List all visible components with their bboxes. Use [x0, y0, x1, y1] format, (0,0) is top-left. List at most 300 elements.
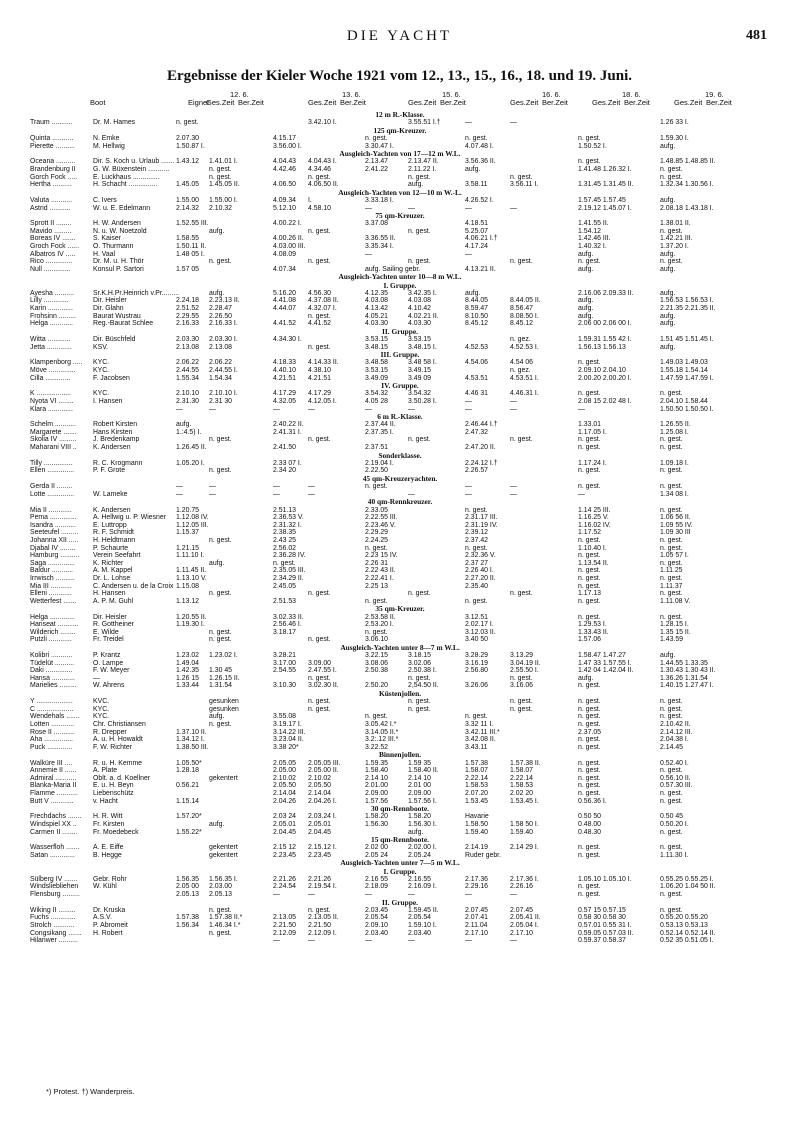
time-cell: n. gest. [510, 705, 533, 713]
boat-name: Elleni ............ [30, 590, 72, 598]
time-cell: — [465, 891, 472, 899]
time-cell: 3.42.10 I. [308, 119, 337, 127]
table-row [30, 629, 770, 637]
table-row [30, 135, 770, 143]
time-cell: 2.24.25 [365, 536, 388, 544]
ges-header-5: Ges.Zeit [592, 98, 621, 107]
time-cell: 4.54 06 [510, 359, 533, 367]
boat-name: Fuchs ............. [30, 914, 76, 922]
time-cell: 2.09.10 2.04.10 [578, 366, 626, 374]
time-cell: 3.16.19 [465, 659, 488, 667]
time-cell: — [510, 204, 517, 212]
owner-name: H. Hansen [93, 590, 126, 598]
time-cell: 1.17.05 I. [578, 428, 607, 436]
time-cell: 1.15.37 [176, 529, 199, 537]
time-cell: 0.52.14 0.52.14 II. [660, 929, 716, 937]
time-cell: 1.37.20 I. [660, 243, 689, 251]
time-cell: 2.39.12 [465, 529, 488, 537]
time-cell: aufg. [209, 289, 225, 297]
time-cell: 4.09.34 [273, 196, 296, 204]
time-cell: n. gest. [660, 713, 683, 721]
table-row [30, 359, 770, 367]
time-cell: n. gest. [660, 227, 683, 235]
time-cell: Ruder gebr. [465, 851, 502, 859]
time-cell: 2.04.26 [273, 797, 296, 805]
time-cell: 5.16.20 [273, 289, 296, 297]
table-row [30, 891, 770, 899]
time-cell: 2.13.05 II. [308, 914, 339, 922]
time-cell: 1.58.20 [408, 813, 431, 821]
time-cell: 2.12.09 [273, 929, 296, 937]
time-cell: 1.58.20 [365, 813, 388, 821]
time-cell: 2.26.50 [209, 312, 232, 320]
table-row [30, 421, 770, 429]
time-cell: n. gest. [578, 851, 601, 859]
time-cell: 1.36.26 1.31.54 [660, 674, 708, 682]
boat-name: Carmen II ........ [30, 828, 78, 836]
boat-name: Brandenburg II [30, 165, 76, 173]
time-cell: n. gest. [660, 705, 683, 713]
class-heading: Binnenjollen. [378, 750, 422, 760]
time-cell: 2.05.00 [273, 767, 296, 775]
time-cell: 1.57.45 1.57.45 [578, 196, 626, 204]
time-cell: 1.47 33 1.57.55 I. [578, 659, 632, 667]
time-cell: 2.06.22 [209, 359, 232, 367]
boat-name: Nyota VI ........ [30, 397, 74, 405]
time-cell: 3.2:.12 III.* [365, 736, 399, 744]
time-cell: n. gest. [510, 173, 533, 181]
time-cell: 2.22.55 III. [365, 514, 398, 522]
table-row [30, 522, 770, 530]
time-cell: 1.57.38 II.* [209, 914, 243, 922]
time-cell: — [465, 937, 472, 945]
time-cell: n. gest. [578, 891, 601, 899]
time-cell: 1.05.10 1.05.10 I. [578, 875, 632, 883]
table-row [30, 174, 770, 182]
time-cell: 2.23.13 II. [209, 297, 240, 305]
owner-name: N. u. W. Noetzold [93, 227, 147, 235]
time-cell: 4.56.30 [308, 289, 331, 297]
time-cell: 2.07.41 [465, 914, 488, 922]
time-cell: 2.23.45 [273, 851, 296, 859]
time-cell: 3.55.51 I.† [408, 119, 441, 127]
boat-name: Djabal IV ........ [30, 544, 76, 552]
time-cell: n. gest. [308, 674, 331, 682]
time-cell: 3.56.00 I. [273, 142, 302, 150]
time-cell: aufg. [660, 289, 676, 297]
time-cell: n. gest. [578, 567, 601, 575]
ges-header-2: Ges.Zeit [308, 98, 337, 107]
table-row [30, 460, 770, 468]
time-cell: 2.38.35 [273, 529, 296, 537]
table-row [30, 876, 770, 884]
time-cell: aufg. Sailing gebr. [365, 265, 421, 273]
time-cell: 3.54.32 [408, 390, 431, 398]
time-cell: 1.41.48 1.26.32 I. [578, 165, 632, 173]
time-cell: 0.57.30 III. [660, 782, 693, 790]
time-cell: 2.11.04 [465, 922, 488, 929]
time-cell: 1.59.30 I. [660, 134, 689, 142]
time-cell: n. gest. [660, 574, 683, 582]
time-cell: 2.46.44 I.† [465, 421, 498, 429]
time-cell: n. gest. [660, 828, 683, 836]
time-cell: 4.53.51 [465, 374, 488, 382]
owner-name: Reg.-Baurat Schlee [93, 320, 154, 328]
time-cell: 2.09.00 [365, 789, 388, 797]
results-title: Ergebnisse der Kieler Woche 1921 vom 12., 13., 15., 16., 18. und 19. Juni. [166, 68, 633, 84]
time-cell: n. gest. [510, 258, 533, 266]
owner-name: A.S.V. [93, 914, 112, 922]
time-cell: n. gest. [209, 258, 232, 266]
time-cell: 2.07.45 [465, 906, 488, 914]
table-row [30, 197, 770, 205]
ber-header-4: Ber.Zeit [542, 98, 568, 107]
time-cell: 0.57.01 0.55 31 I. [578, 922, 632, 929]
class-heading: 12 m R.-Klasse. [375, 110, 425, 119]
owner-name: F. W. Richter [93, 743, 133, 751]
time-cell: 2.31.32 I. [273, 521, 302, 529]
time-cell: aufg. [660, 142, 676, 150]
time-cell: 2.35.05 III. [273, 567, 306, 575]
boat-name: Tüdelüt .......... [30, 659, 75, 667]
class-heading: 45 qm-Kreuzeryachten. [362, 474, 438, 484]
time-cell: 1.40.15 1.27.47 I. [660, 682, 714, 690]
time-cell: 4.54.06 [465, 359, 488, 367]
table-row [30, 790, 770, 798]
time-cell: n. gest. [408, 436, 431, 444]
time-cell: n. gest. [308, 173, 331, 181]
time-cell: aufg. [176, 421, 192, 429]
time-cell: 2.55.50 I. [510, 667, 539, 675]
ber-header-6: Ber.Zeit [706, 98, 732, 107]
table-row [30, 844, 770, 852]
boat-name: Frechdachs ....... [30, 813, 82, 821]
time-cell: — [465, 119, 472, 127]
boat-name: Lilly ............. [30, 297, 69, 305]
ges-header-1: Ges.Zeit [206, 98, 235, 107]
time-cell: 2.23 15 IV. [365, 552, 398, 560]
time-cell: 4.32.05 [273, 397, 296, 405]
time-cell: — [365, 405, 372, 413]
time-cell: 1.33.43 II. [578, 628, 609, 636]
time-cell: 1.17.24 I. [578, 459, 607, 467]
time-cell: 2.43 25 [273, 536, 296, 544]
time-cell: 1.57 05 [176, 265, 199, 273]
boat-name: Strolch ........... [30, 922, 75, 929]
table-row [30, 367, 770, 375]
time-cell: 2.10.10 I. [209, 390, 238, 398]
boat-name: Windspiel XX .. [30, 820, 77, 828]
table-row [30, 266, 770, 274]
owner-name: O. Thurmann [93, 243, 134, 251]
time-cell: n. gest. [660, 165, 683, 173]
boat-name: Helga ............ [30, 320, 73, 328]
boot-header: Boot [90, 98, 106, 107]
time-cell: 2.22 43 II. [365, 567, 396, 575]
ber-header-2: Ber.Zeit [340, 98, 366, 107]
time-cell: 4.41.52 [273, 320, 296, 328]
time-cell: n. gest. [660, 173, 683, 181]
table-row [30, 821, 770, 829]
time-cell: aufg. [465, 289, 481, 297]
time-cell: 3.30.47 I. [365, 142, 394, 150]
boat-name: Irrwisch .......... [30, 574, 75, 582]
ber-header-3: Ber.Zeit [440, 98, 466, 107]
table-row [30, 375, 770, 383]
time-cell: 2.10.02 [308, 774, 331, 782]
time-cell: n. gest. [660, 844, 683, 852]
time-cell: 1.50.52 I. [578, 142, 607, 150]
time-cell: 1.58.07 [510, 767, 533, 775]
owner-name: R. C. Krogmann [93, 459, 143, 467]
time-cell: 1.42 04 1.42.04 II. [578, 667, 634, 675]
owner-name: Dir. Heisler [93, 613, 127, 621]
time-cell: 3.10.30 [273, 682, 296, 690]
time-cell: aufg. [660, 312, 676, 320]
time-cell: 1.28.18 [176, 767, 199, 775]
time-cell: 1.56.34 [176, 922, 199, 929]
time-cell: 2.03.24 I. [308, 813, 337, 821]
date-header-2: 13. 6. [342, 90, 361, 99]
time-cell: 0.56.21 [176, 782, 199, 790]
time-cell: 1.14 25 III. [578, 506, 611, 514]
time-cell: 2.09.00 [408, 789, 431, 797]
time-cell: 1.19.30 I. [176, 621, 205, 629]
owner-name: G. W. Büxenstein ........... [93, 165, 170, 173]
time-cell: 8.56.47 [510, 305, 533, 312]
time-cell: 0.55.25 0.55.25 I. [660, 875, 714, 883]
class-heading: 30 qm-Rennboote. [371, 804, 429, 814]
time-cell: n. gez. [510, 366, 531, 374]
time-cell: — [308, 937, 315, 945]
time-cell: 2.35.40 [465, 582, 488, 590]
time-cell: 8.10.50 [465, 312, 488, 320]
time-cell: 2.07.45 [510, 906, 533, 914]
time-cell: — [176, 483, 183, 491]
results-table [30, 111, 770, 945]
table-row [30, 514, 770, 522]
time-cell: 3.12.51 [465, 613, 488, 621]
time-cell: 4.38.10 [308, 366, 331, 374]
time-cell: 3.18.15 [408, 652, 431, 660]
time-cell: 3.58.11 [465, 181, 488, 189]
time-cell: aufg. [578, 312, 594, 320]
footnote: *) Protest. †) Wanderpreis. [46, 1087, 135, 1096]
time-cell: 3.53.15 [365, 335, 388, 343]
time-cell: 2.50.38 [365, 667, 388, 675]
boat-name: Walküre III .... [30, 759, 73, 767]
class-heading: IV. Gruppe. [381, 381, 419, 391]
table-row [30, 614, 770, 622]
time-cell: n. gest. [660, 467, 683, 475]
time-cell: 1.:4.5) I. [176, 428, 202, 436]
running-title: DIE YACHT [346, 28, 453, 44]
time-cell: 2.03.30 I. [209, 335, 238, 343]
owner-name: A. Plate [93, 767, 118, 775]
table-row [30, 937, 770, 945]
owner-name: C. Andersen u. de la Croix [93, 582, 174, 590]
time-cell: — [408, 204, 415, 212]
owner-name: J. Bredenkamp [93, 436, 140, 444]
time-cell: 2.16 55 [365, 875, 388, 883]
time-cell: 0.57 15 0.57.15 [578, 906, 626, 914]
time-cell: — [273, 483, 280, 491]
owner-name: R. Drepper [93, 728, 127, 736]
time-cell: 2.24.18 [176, 297, 199, 305]
time-cell: 2.27.20 II. [465, 574, 496, 582]
table-row [30, 760, 770, 768]
owner-name: KYC. [93, 713, 110, 721]
time-cell: n. gest. [408, 173, 431, 181]
date-header-1: 12. 6. [230, 90, 249, 99]
time-cell: 4.00.22 I. [273, 220, 302, 228]
table-row [30, 290, 770, 298]
time-cell: 2.13.47 [365, 158, 388, 166]
ber-header-5: Ber.Zeit [624, 98, 650, 107]
time-cell: 2.05.05 [273, 759, 296, 767]
boat-name: Ellen .............. [30, 467, 75, 475]
time-cell: 1.54.34 [209, 374, 232, 382]
table-row [30, 220, 770, 228]
owner-name: A. u. H. Howaldt [93, 736, 143, 744]
time-cell: 0.52 35 0.51.05 I. [660, 937, 714, 945]
boat-name: Hansa ............ [30, 674, 75, 682]
time-cell: 3.06.10 [365, 636, 388, 644]
time-cell: 1.55.34 [176, 374, 199, 382]
time-cell: 1.54.12 [578, 227, 601, 235]
boat-name: Wilderich ........ [30, 628, 76, 636]
time-cell: n. gest. [209, 929, 232, 937]
time-cell: Havarie [465, 813, 489, 821]
owner-name: P. Krantz [93, 652, 121, 660]
table-row [30, 636, 770, 644]
time-cell: 8.59.47 [465, 305, 488, 312]
owner-name: Dir. Glahn [93, 305, 124, 312]
time-cell: 2.14 10 [408, 774, 431, 782]
time-cell: 1.11.08 V. [660, 597, 691, 605]
time-cell: — [465, 204, 472, 212]
owner-name: H. Robert [93, 929, 123, 937]
time-cell: n. gest. [510, 590, 533, 598]
time-cell: 3.14.05 II.* [365, 728, 399, 736]
time-cell: 2.06.22 [176, 359, 199, 367]
time-cell: n. gest. [365, 134, 388, 142]
time-cell: 1.47.59 1.47.59 I. [660, 374, 714, 382]
time-cell: 2.47.20 II. [465, 444, 496, 452]
time-cell: 4.58.10 [308, 204, 331, 212]
page-number: 481 [746, 28, 767, 43]
time-cell: 4.03.30 [365, 320, 388, 328]
time-cell: 3.22.52 [365, 743, 388, 751]
time-cell: — [465, 483, 472, 491]
time-cell: 2.21.26 [273, 875, 296, 883]
owner-name: K. Andersen [93, 506, 131, 514]
owner-name: R. F. Schmidt [93, 529, 134, 537]
time-cell: — [465, 490, 472, 498]
time-cell: 1.06.20 1.04 50 II. [660, 883, 716, 891]
table-row [30, 930, 770, 938]
time-cell: 4.04.43 I. [308, 158, 337, 166]
time-cell: 2.29.29 [365, 529, 388, 537]
table-row [30, 143, 770, 151]
time-cell: 5.12.10 [273, 204, 296, 212]
time-cell: n. gest. [308, 227, 331, 235]
time-cell: 1.31.45 1.31.45 II. [578, 181, 634, 189]
ges-header-6: Ges.Zeit [674, 98, 703, 107]
time-cell: 2.14.32 [176, 204, 199, 212]
boat-name: Wasserfloh ....... [30, 844, 80, 852]
class-heading: Küstenjollen. [378, 689, 422, 699]
time-cell: 0.55.20 0.55.20 [660, 914, 708, 922]
time-cell: 2.21.50 [308, 922, 331, 929]
time-cell: 1.13.54 II. [578, 559, 609, 567]
time-cell: 2.50.38 I. [408, 667, 437, 675]
time-cell: 3.26.06 [465, 682, 488, 690]
time-cell: 3.17.00 [273, 659, 296, 667]
time-cell: 1.58.55 [176, 235, 199, 243]
time-cell: n. gest. [578, 721, 601, 728]
boat-name: Traum ........... [30, 119, 73, 127]
time-cell: 2.14.04 [273, 789, 296, 797]
time-cell: 1.41.01 I. [209, 158, 238, 166]
time-cell: 3.56.11 I. [510, 181, 539, 189]
owner-name: F. Jacobsen [93, 374, 130, 382]
time-cell: 0.50.20 I. [660, 820, 689, 828]
time-cell: 4.34.46 [308, 165, 331, 173]
boat-name: Valuta ........... [30, 196, 72, 204]
date-header-3: 15. 6. [442, 90, 461, 99]
owner-name: Fr. Moedebeck [93, 828, 139, 836]
time-cell: 3.13.29 [510, 652, 533, 660]
boat-name: Astrid ........... [30, 204, 71, 212]
time-cell: 1.56.30 [365, 820, 388, 828]
boat-name: Albatros IV ..... [30, 250, 76, 258]
time-cell: n. gest. [408, 258, 431, 266]
time-cell: n. gest. [578, 613, 601, 621]
time-cell: n. gest. [660, 559, 683, 567]
owner-name: Gebr. Rohr [93, 875, 127, 883]
time-cell: 2.22.14 [510, 774, 533, 782]
time-cell: 1.05.50* [176, 759, 202, 767]
time-cell: 0.50 50 [578, 813, 601, 821]
boat-name: Boreas IV ....... [30, 235, 76, 243]
time-cell: 1.37.10 II. [176, 728, 207, 736]
table-row [30, 621, 770, 629]
time-cell: 2.37 27 [465, 559, 488, 567]
time-cell: — [510, 397, 517, 405]
time-cell: 2.14.04 [308, 789, 331, 797]
table-row [30, 782, 770, 790]
time-cell: 2.00.20 2.00.20 I. [578, 374, 632, 382]
table-row [30, 652, 770, 660]
owner-name: A. M. Kappel [93, 567, 133, 575]
boat-name: Karin ............. [30, 305, 73, 312]
time-cell: 3.49.09 [365, 374, 388, 382]
time-cell: n. gest. [578, 736, 601, 744]
time-cell: 4.46.31 I. [510, 390, 539, 398]
boat-name: Y ................... [30, 698, 73, 706]
table-row [30, 583, 770, 591]
date-header-5: 18. 6. [622, 90, 641, 99]
time-cell: — [408, 405, 415, 413]
table-row [30, 829, 770, 837]
time-cell: 1.57.38 [176, 914, 199, 922]
owner-name: KSV. [93, 343, 109, 351]
table-row [30, 398, 770, 406]
boat-name: Rico .............. [30, 258, 73, 266]
time-cell: n. gest. [660, 483, 683, 491]
time-cell: 1.59.40 [510, 828, 533, 836]
